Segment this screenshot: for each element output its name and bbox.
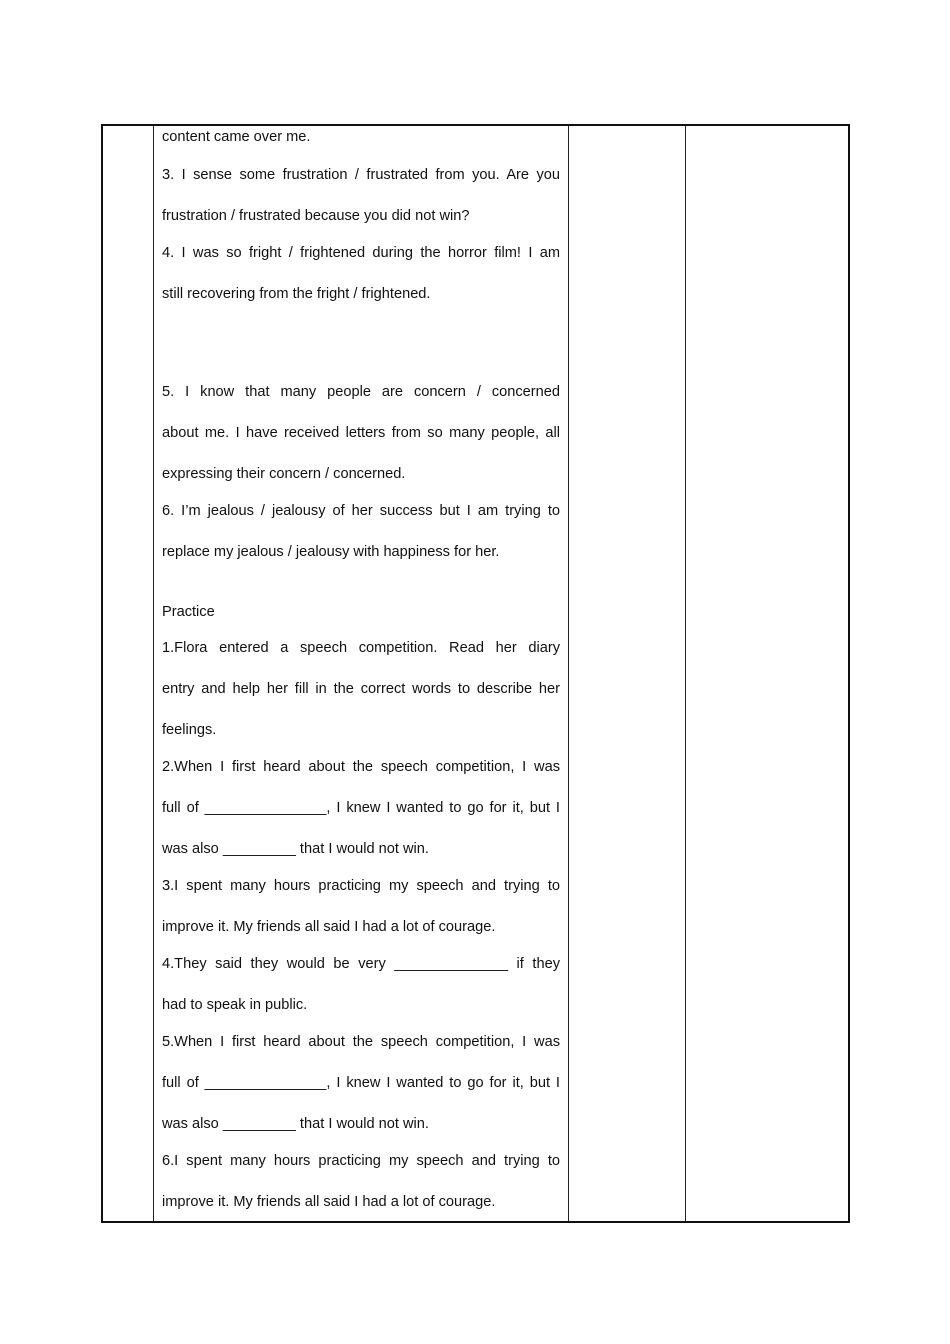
text-line: full of _______________, I knew I wanted to go for it, but I <box>162 800 560 816</box>
practice-item-1 <box>162 637 560 756</box>
text-line: feelings. <box>162 722 217 738</box>
text-line: 4. I was so fright / frightened during the horror film! I am <box>162 245 560 261</box>
text-line: still recovering from the fright / frightened. <box>162 286 431 302</box>
text-line: frustration / frustrated because you did not win? <box>162 208 470 224</box>
text-line: had to speak in public. <box>162 997 308 1013</box>
content-body <box>154 126 568 1221</box>
text-line: entry and help her fill in the correct words to describe her <box>162 681 560 697</box>
text-line: 3. I sense some frustration / frustrated from you. Are you <box>162 167 560 183</box>
text-line: 6. I’m jealous / jealousy of her success but I am trying to <box>162 503 560 519</box>
text-line: improve it. My friends all said I had a lot of courage. <box>162 1194 496 1210</box>
text-line: expressing their concern / concerned. <box>162 466 406 482</box>
empty-cell <box>569 125 686 1222</box>
text-line: 3.I spent many hours practicing my speech and trying to <box>162 878 560 894</box>
text-line: 6.I spent many hours practicing my speech and trying to <box>162 1153 560 1169</box>
content-cell <box>154 125 569 1222</box>
text-line: was also _________ that I would not win. <box>162 841 429 857</box>
lesson-table <box>101 124 850 1223</box>
practice-item-4 <box>162 953 560 1031</box>
text-line: 5.When I first heard about the speech competition, I was <box>162 1034 560 1050</box>
text-line: full of _______________, I knew I wanted to go for it, but I <box>162 1075 560 1091</box>
text-line: about me. I have received letters from so many people, all <box>162 425 560 441</box>
practice-item-2 <box>162 756 560 875</box>
text-line: was also _________ that I would not win. <box>162 1116 429 1132</box>
left-margin-cell <box>102 125 154 1222</box>
text-line: 5. I know that many people are concern / concerned <box>162 384 560 400</box>
exercise-6 <box>162 500 560 582</box>
practice-item-5 <box>162 1031 560 1150</box>
practice-item-3 <box>162 875 560 953</box>
exercise-3 <box>162 164 560 242</box>
text-line: improve it. My friends all said I had a lot of courage. <box>162 919 496 935</box>
practice-item-6 <box>162 1150 560 1221</box>
practice-heading: Practice <box>162 604 215 620</box>
text-line: 1.Flora entered a speech competition. Read her diary <box>162 640 560 656</box>
exercise-4 <box>162 242 560 324</box>
text-line: 4.They said they would be very ______________ if they <box>162 956 560 972</box>
intro-line: content came over me. <box>162 129 311 145</box>
text-line: 2.When I first heard about the speech competition, I was <box>162 759 560 775</box>
exercise-5 <box>162 381 560 500</box>
table-row <box>102 125 849 1222</box>
empty-cell <box>686 125 850 1222</box>
text-line: replace my jealous / jealousy with happiness for her. <box>162 544 500 560</box>
